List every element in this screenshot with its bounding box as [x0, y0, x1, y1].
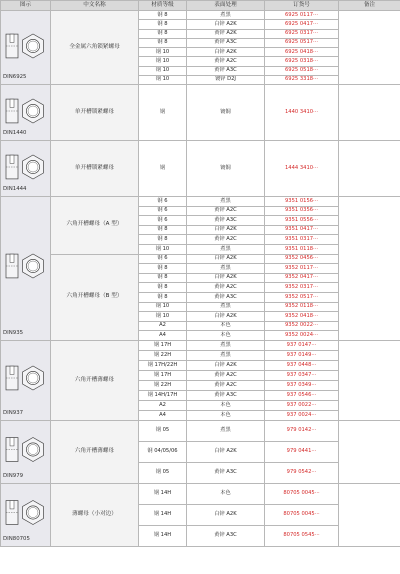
finish-cell: 黄锌 A3C: [187, 292, 265, 302]
material-cell: 钢: [139, 85, 187, 141]
material-cell: A4: [139, 410, 187, 420]
finish-cell: 黄锌 A3C: [187, 462, 265, 483]
material-cell: 钢 14H/17H: [139, 390, 187, 400]
finish-cell: 黄锌 A2C: [187, 370, 265, 380]
order-no-cell: 6925 0318···: [265, 57, 339, 66]
remarks-cell: [339, 85, 400, 141]
product-name: 六角开槽薄螺母: [51, 340, 139, 420]
finish-cell: 黄锌 A3C: [187, 66, 265, 75]
material-cell: A4: [139, 331, 187, 341]
remarks-cell: [339, 340, 400, 420]
order-no-cell: 80705 0045···: [265, 483, 339, 504]
finish-cell: 白锌 A2K: [187, 441, 265, 462]
material-cell: 钢 8: [139, 283, 187, 293]
remarks-cell: [339, 197, 400, 341]
finish-cell: 煮黑: [187, 197, 265, 207]
order-no-cell: 9351 0156···: [265, 197, 339, 207]
finish-cell: 镀铜: [187, 141, 265, 197]
header-order-no: 订货号: [265, 1, 339, 11]
order-no-cell: 9351 0118···: [265, 244, 339, 254]
material-cell: 钢 8: [139, 273, 187, 283]
finish-cell: 白锌 A2K: [187, 254, 265, 264]
material-cell: 钢 6: [139, 216, 187, 226]
order-no-cell: 6925 3318···: [265, 75, 339, 84]
material-cell: 钢 6: [139, 206, 187, 216]
table-row: [1, 11, 400, 20]
finish-cell: 白锌 A2K: [187, 225, 265, 235]
material-cell: 钢 8: [139, 29, 187, 38]
order-no-cell: 9352 0118···: [265, 302, 339, 312]
order-no-cell: 937 0024···: [265, 410, 339, 420]
finish-cell: 煮黑: [187, 350, 265, 360]
finish-cell: 白锌 A2K: [187, 273, 265, 283]
header-material: 材质等级: [139, 1, 187, 11]
order-no-cell: 937 0149···: [265, 350, 339, 360]
material-cell: A2: [139, 321, 187, 331]
product-name: 六角开槽螺母（A 型）: [51, 197, 139, 255]
table-row: [1, 85, 400, 141]
material-cell: 钢 10: [139, 244, 187, 254]
order-no-cell: 9351 0417···: [265, 225, 339, 235]
material-cell: 钢 10: [139, 48, 187, 57]
table-row: [1, 420, 400, 441]
figure-label: DIN937: [3, 409, 24, 416]
order-no-cell: 9352 0456···: [265, 254, 339, 264]
order-no-cell: 1440 3410···: [265, 85, 339, 141]
order-no-cell: 6925 0417···: [265, 20, 339, 29]
material-cell: 钢 6: [139, 254, 187, 264]
order-no-cell: 937 0349···: [265, 380, 339, 390]
finish-cell: 本色: [187, 410, 265, 420]
remarks-cell: [339, 11, 400, 85]
product-name: 单开槽锁紧螺母: [51, 141, 139, 197]
product-name: 薄螺母（小对边）: [51, 483, 139, 546]
finish-cell: 煮黑: [187, 11, 265, 20]
figure-label: DIN6925: [3, 73, 27, 80]
header-row: [1, 1, 400, 11]
order-no-cell: 979 0142···: [265, 420, 339, 441]
finish-cell: 黄锌 A2C: [187, 57, 265, 66]
order-no-cell: 979 0542···: [265, 462, 339, 483]
order-no-cell: 6925 0517···: [265, 38, 339, 47]
figure-label: DIN80705: [3, 535, 30, 542]
order-no-cell: 937 0147···: [265, 340, 339, 350]
table-row: [1, 197, 400, 207]
finish-cell: 白锌 A2K: [187, 20, 265, 29]
order-no-cell: 9351 0317···: [265, 235, 339, 245]
order-no-cell: 979 0441···: [265, 441, 339, 462]
slotted-lock-nut-icon: [1, 141, 51, 197]
finish-cell: 黄锌 A3C: [187, 390, 265, 400]
material-cell: 钢 05: [139, 462, 187, 483]
order-no-cell: 80705 0045···: [265, 504, 339, 525]
material-cell: 钢 8: [139, 264, 187, 274]
product-name: 六角开槽薄螺母: [51, 420, 139, 483]
finish-cell: 白锌 A2K: [187, 312, 265, 322]
finish-cell: 黄锌 A3C: [187, 38, 265, 47]
table-row: [1, 483, 400, 504]
header-remarks: 备注: [339, 1, 400, 11]
material-cell: 钢 22H: [139, 350, 187, 360]
material-cell: 钢 6: [139, 197, 187, 207]
material-cell: 钢 10: [139, 302, 187, 312]
order-no-cell: 6925 0518···: [265, 66, 339, 75]
material-cell: 钢 17H: [139, 370, 187, 380]
finish-cell: 煮黑: [187, 264, 265, 274]
product-name: 单开槽锁紧螺母: [51, 85, 139, 141]
catalog-body: [1, 11, 400, 547]
finish-cell: 镀铜: [187, 85, 265, 141]
material-cell: 钢 8: [139, 235, 187, 245]
header-finish: 表面处理: [187, 1, 265, 11]
finish-cell: 黄锌 A2C: [187, 283, 265, 293]
table-row: [1, 141, 400, 197]
figure-label: DIN1444: [3, 185, 27, 192]
material-cell: 钢 8: [139, 225, 187, 235]
thin-hex-nut-icon: [1, 483, 51, 546]
finish-cell: 黄锌 A2C: [187, 235, 265, 245]
figure-label: DIN979: [3, 472, 24, 479]
remarks-cell: [339, 141, 400, 197]
order-no-cell: 9352 0418···: [265, 312, 339, 322]
finish-cell: 煮黑: [187, 340, 265, 350]
material-cell: 钢: [139, 141, 187, 197]
order-no-cell: 6925 0418···: [265, 48, 339, 57]
order-no-cell: 937 0347···: [265, 370, 339, 380]
finish-cell: 煮黑: [187, 302, 265, 312]
order-no-cell: 9352 0417···: [265, 273, 339, 283]
finish-cell: 本色: [187, 331, 265, 341]
figure-label: DIN1440: [3, 129, 27, 136]
finish-cell: 黄锌 A2C: [187, 380, 265, 390]
finish-cell: 白锌 A2K: [187, 504, 265, 525]
finish-cell: 煮黑: [187, 244, 265, 254]
finish-cell: 煮黑: [187, 420, 265, 441]
material-cell: 钢 17H/22H: [139, 360, 187, 370]
material-cell: 钢 04/05/06: [139, 441, 187, 462]
header-name: 中文名称: [51, 1, 139, 11]
order-no-cell: 9352 0317···: [265, 283, 339, 293]
finish-cell: 黄锌 A2C: [187, 206, 265, 216]
order-no-cell: 6925 0317···: [265, 29, 339, 38]
order-no-cell: 9352 0022···: [265, 321, 339, 331]
order-no-cell: 937 0546···: [265, 390, 339, 400]
material-cell: 钢 8: [139, 11, 187, 20]
thin-castle-nut-icon: [1, 340, 51, 420]
order-no-cell: 9351 0556···: [265, 216, 339, 226]
material-cell: 钢 8: [139, 38, 187, 47]
table-row: [1, 340, 400, 350]
finish-cell: 白锌 A2K: [187, 360, 265, 370]
finish-cell: 黄锌 A3C: [187, 525, 265, 546]
order-no-cell: 9352 0117···: [265, 264, 339, 274]
finish-cell: 本色: [187, 321, 265, 331]
castle-nut-icon: [1, 197, 51, 341]
order-no-cell: 6925 0117···: [265, 11, 339, 20]
order-no-cell: 80705 0545···: [265, 525, 339, 546]
thin-slotted-nut-icon: [1, 420, 51, 483]
order-no-cell: 9352 0517···: [265, 292, 339, 302]
order-no-cell: 937 0448···: [265, 360, 339, 370]
material-cell: 钢 22H: [139, 380, 187, 390]
material-cell: 钢 14H: [139, 525, 187, 546]
finish-cell: 白锌 A2K: [187, 48, 265, 57]
finish-cell: 镀锌 D2J: [187, 75, 265, 84]
material-cell: 钢 14H: [139, 483, 187, 504]
order-no-cell: 1444 3410···: [265, 141, 339, 197]
hex-lock-nut-icon: [1, 11, 51, 85]
material-cell: 钢 8: [139, 20, 187, 29]
remarks-cell: [339, 483, 400, 546]
figure-label: DIN935: [3, 329, 24, 336]
material-cell: 钢 10: [139, 312, 187, 322]
finish-cell: 黄锌 A2K: [187, 29, 265, 38]
product-name: 六角开槽螺母（B 型）: [51, 254, 139, 340]
slotted-lock-nut-icon: [1, 85, 51, 141]
finish-cell: 黄锌 A3C: [187, 216, 265, 226]
order-no-cell: 9351 0356···: [265, 206, 339, 216]
order-no-cell: 9352 0024···: [265, 331, 339, 341]
material-cell: 钢 10: [139, 57, 187, 66]
product-name: 全金属六角锁紧螺母: [51, 11, 139, 85]
material-cell: 钢 8: [139, 292, 187, 302]
material-cell: 钢 10: [139, 75, 187, 84]
material-cell: A2: [139, 400, 187, 410]
header-figure: 图示: [1, 1, 51, 11]
material-cell: 钢 14H: [139, 504, 187, 525]
material-cell: 钢 17H: [139, 340, 187, 350]
order-no-cell: 937 0022···: [265, 400, 339, 410]
remarks-cell: [339, 420, 400, 483]
material-cell: 钢 10: [139, 66, 187, 75]
finish-cell: 本色: [187, 400, 265, 410]
material-cell: 钢 05: [139, 420, 187, 441]
finish-cell: 本色: [187, 483, 265, 504]
